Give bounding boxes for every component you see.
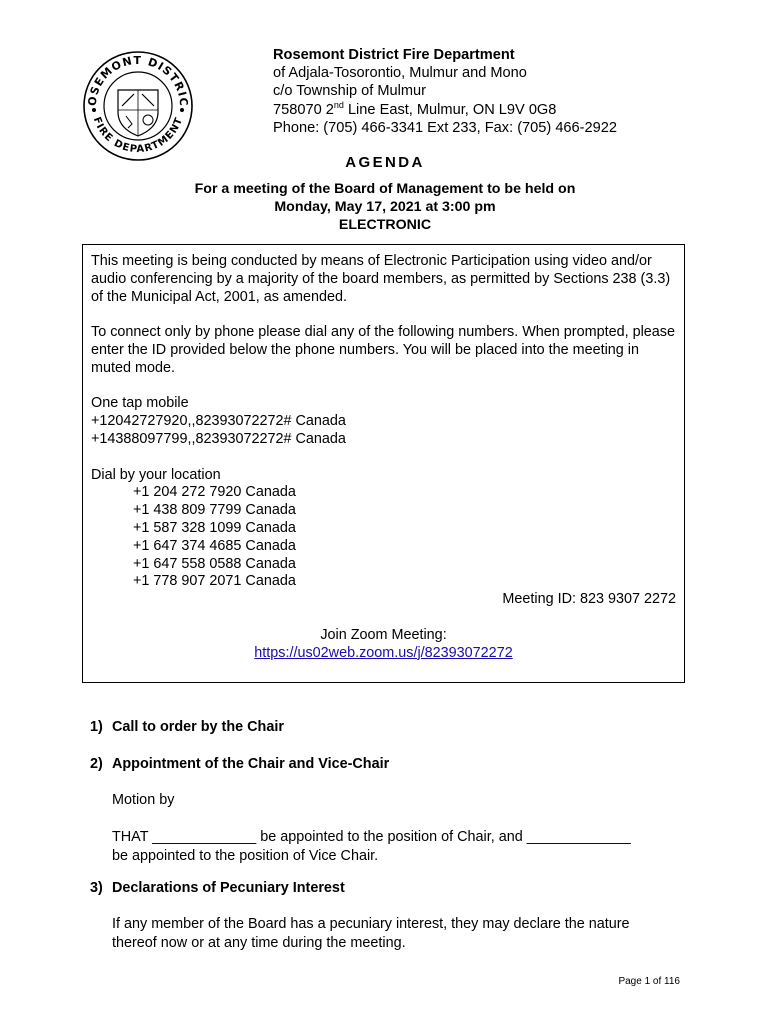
agenda-item-3 <box>90 879 690 898</box>
item-number: 2) <box>90 756 103 772</box>
participation-paragraph: This meeting is being conducted by means of Electronic Participation using video and/or audio conferencing by a majority of the board members, as permitted by Sections 238 (3.3) of the Municipal Act, 2001, as amended. <box>91 253 671 305</box>
dial-by-location-label: Dial by your location <box>91 466 221 483</box>
one-tap-number[interactable]: +14388097799,,82393072272# Canada <box>91 430 346 447</box>
meeting-subtitle <box>0 180 770 234</box>
agenda-item-1 <box>90 718 690 737</box>
agenda-items <box>90 718 690 953</box>
seal-bottom-text: FIRE DEPARTMENT <box>90 115 186 156</box>
item-number: 1) <box>90 719 103 735</box>
page-number: Page 1 of 116 <box>618 976 680 987</box>
dial-number: +1 778 907 2071 Canada <box>133 573 296 590</box>
letterhead <box>273 46 617 137</box>
organization-name: Rosemont District Fire Department <box>273 47 515 63</box>
dial-number: +1 647 558 0588 Canada <box>133 555 296 572</box>
item-title: Appointment of the Chair and Vice-Chair <box>112 756 390 772</box>
svg-text:ROSEMONT DISTRICT <box>82 50 190 107</box>
join-zoom-label: Join Zoom Meeting: <box>320 626 447 643</box>
one-tap-number[interactable]: +12042727920,,82393072272# Canada <box>91 413 346 430</box>
meeting-id: Meeting ID: 823 9307 2272 <box>502 591 676 608</box>
dial-number: +1 438 809 7799 Canada <box>133 502 296 519</box>
fire-department-seal <box>82 50 194 162</box>
dial-number: +1 587 328 1099 Canada <box>133 519 296 536</box>
address-line: 758070 2nd Line East, Mulmur, ON L9V 0G8 <box>273 99 557 118</box>
zoom-meeting-link[interactable]: https://us02web.zoom.us/j/82393072272 <box>254 644 513 661</box>
dial-number: +1 204 272 7920 Canada <box>133 484 296 501</box>
phone-instructions-paragraph: To connect only by phone please dial any of the following numbers. When prompted, please enter the ID provided below the phone numbers. You will be placed into the meeting in muted mode. <box>91 324 675 376</box>
motion-text-line-2: be appointed to the position of Vice Chair. <box>112 848 379 864</box>
agenda-item-2 <box>90 755 690 774</box>
phone-fax-line: Phone: (705) 466-3341 Ext 233, Fax: (705) 466-2922 <box>273 119 617 136</box>
motion-label: Motion by <box>112 792 175 808</box>
electronic-meeting-info-box <box>82 244 685 683</box>
dial-number: +1 647 374 4685 Canada <box>133 537 296 554</box>
subtitle-format: ELECTRONIC <box>338 217 432 233</box>
motion-text-line-1: THAT _____________ be appointed to the position of Chair, and _____________ <box>112 829 631 845</box>
item-number: 3) <box>90 880 103 896</box>
subtitle-date: Monday, May 17, 2021 at 3:00 pm <box>274 199 496 215</box>
item-title: Call to order by the Chair <box>112 719 284 735</box>
organization-line-3: c/o Township of Mulmur <box>273 83 427 100</box>
pecuniary-text-line-2: thereof now or at any time during the meeting. <box>112 935 406 951</box>
agenda-title: AGENDA <box>345 154 425 171</box>
organization-line-2: of Adjala-Tosorontio, Mulmur and Mono <box>273 65 527 82</box>
seal-top-text: OSEMONT DISTRIC <box>85 53 191 108</box>
subtitle-line-1: For a meeting of the Board of Management to be held on <box>194 181 576 197</box>
one-tap-label: One tap mobile <box>91 395 189 412</box>
pecuniary-text-line-1: If any member of the Board has a pecuniary interest, they may declare the nature <box>112 916 630 932</box>
item-title: Declarations of Pecuniary Interest <box>112 880 345 896</box>
